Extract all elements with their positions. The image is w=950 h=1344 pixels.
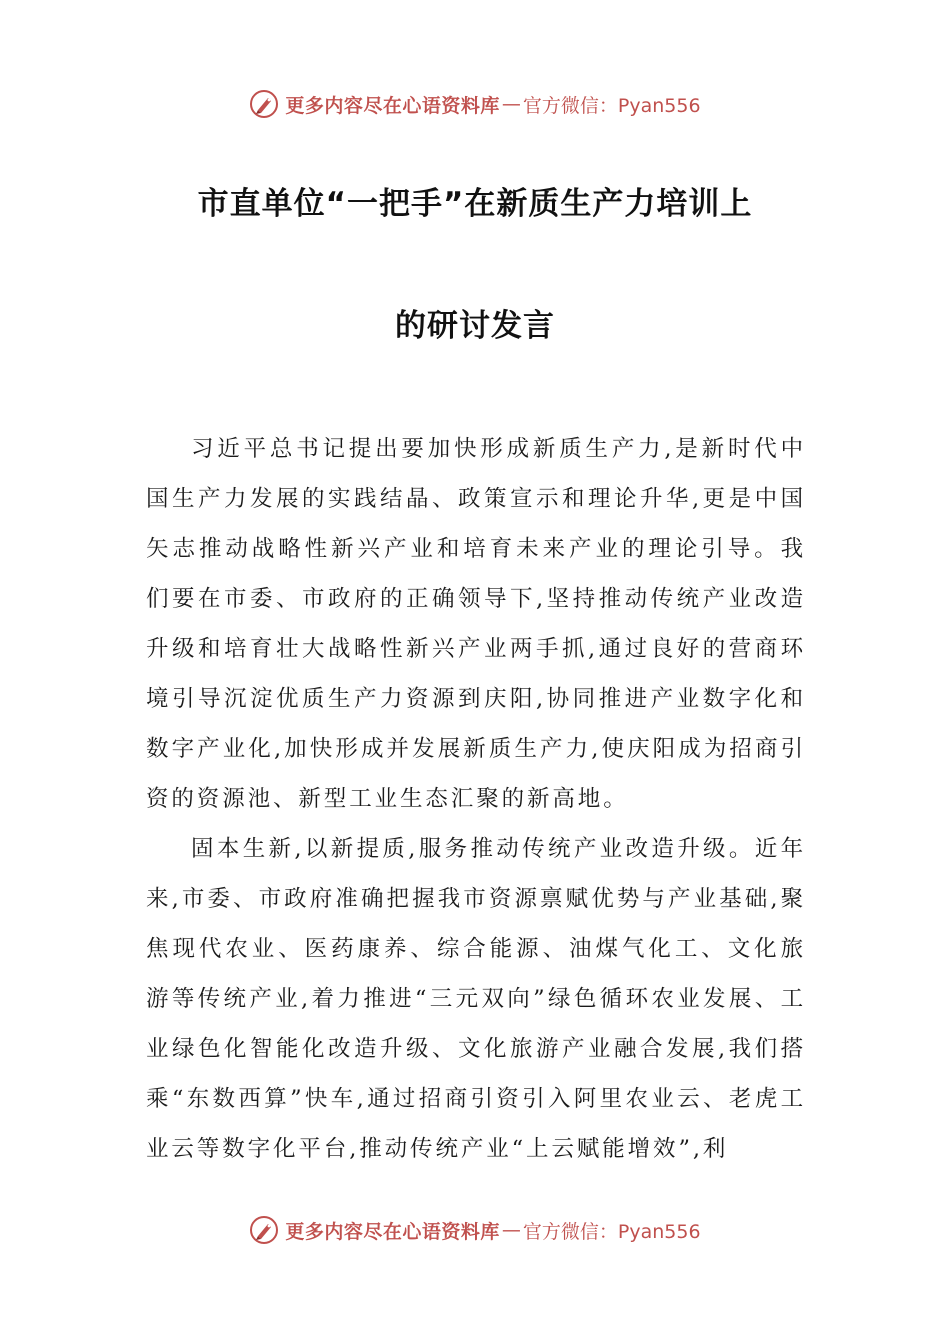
body-paragraph: 固本生新,以新提质,服务推动传统产业改造升级。近年来,市委、市政府准确把握我市资源禀赋优势与产业基础,聚焦现代农业、医药康养、综合能源、油煤气化工、文化旅游等传统产业,着力推进“三元双向”绿色循环农业发展、工业绿色化智能化改造升级、文化旅游产业融合发展,我们搭乘“东数西算”快车,通过招商引资引入阿里农业云、老虎工业云等数字化平台,推动传统产业“上云赋能增效”,利 <box>146 836 806 1162</box>
watermark-brand: 更多内容尽在心语资料库 <box>285 1220 500 1243</box>
watermark-header <box>0 84 950 124</box>
watermark-separator: — <box>501 93 521 115</box>
watermark-brand: 更多内容尽在心语资料库 <box>285 94 500 117</box>
watermark-contact: 官方微信：Pyan556 <box>522 1220 701 1243</box>
watermark-separator: — <box>501 1219 521 1241</box>
watermark-footer <box>0 1210 950 1250</box>
pen-nib-logo-icon <box>249 89 279 119</box>
pen-nib-logo-icon <box>249 1215 279 1245</box>
body-paragraph: 习近平总书记提出要加快形成新质生产力,是新时代中国生产力发展的实践结晶、政策宣示和理论升华,更是中国矢志推动战略性新兴产业和培育未来产业的理论引导。我们要在市委、市政府的正确领导下,坚持推动传统产业改造升级和培育壮大战略性新兴产业两手抓,通过良好的营商环境引导沉淀优质生产力资源到庆阳,协同推进产业数字化和数字产业化,加快形成并发展新质生产力,使庆阳成为招商引资的资源池、新型工业生态汇聚的新高地。 <box>146 436 806 812</box>
document-title-line-1: 市直单位“一把手”在新质生产力培训上 <box>197 186 753 222</box>
document-title-line-2: 的研讨发言 <box>395 308 555 344</box>
watermark-contact: 官方微信：Pyan556 <box>522 94 701 117</box>
document-body <box>146 424 806 1174</box>
